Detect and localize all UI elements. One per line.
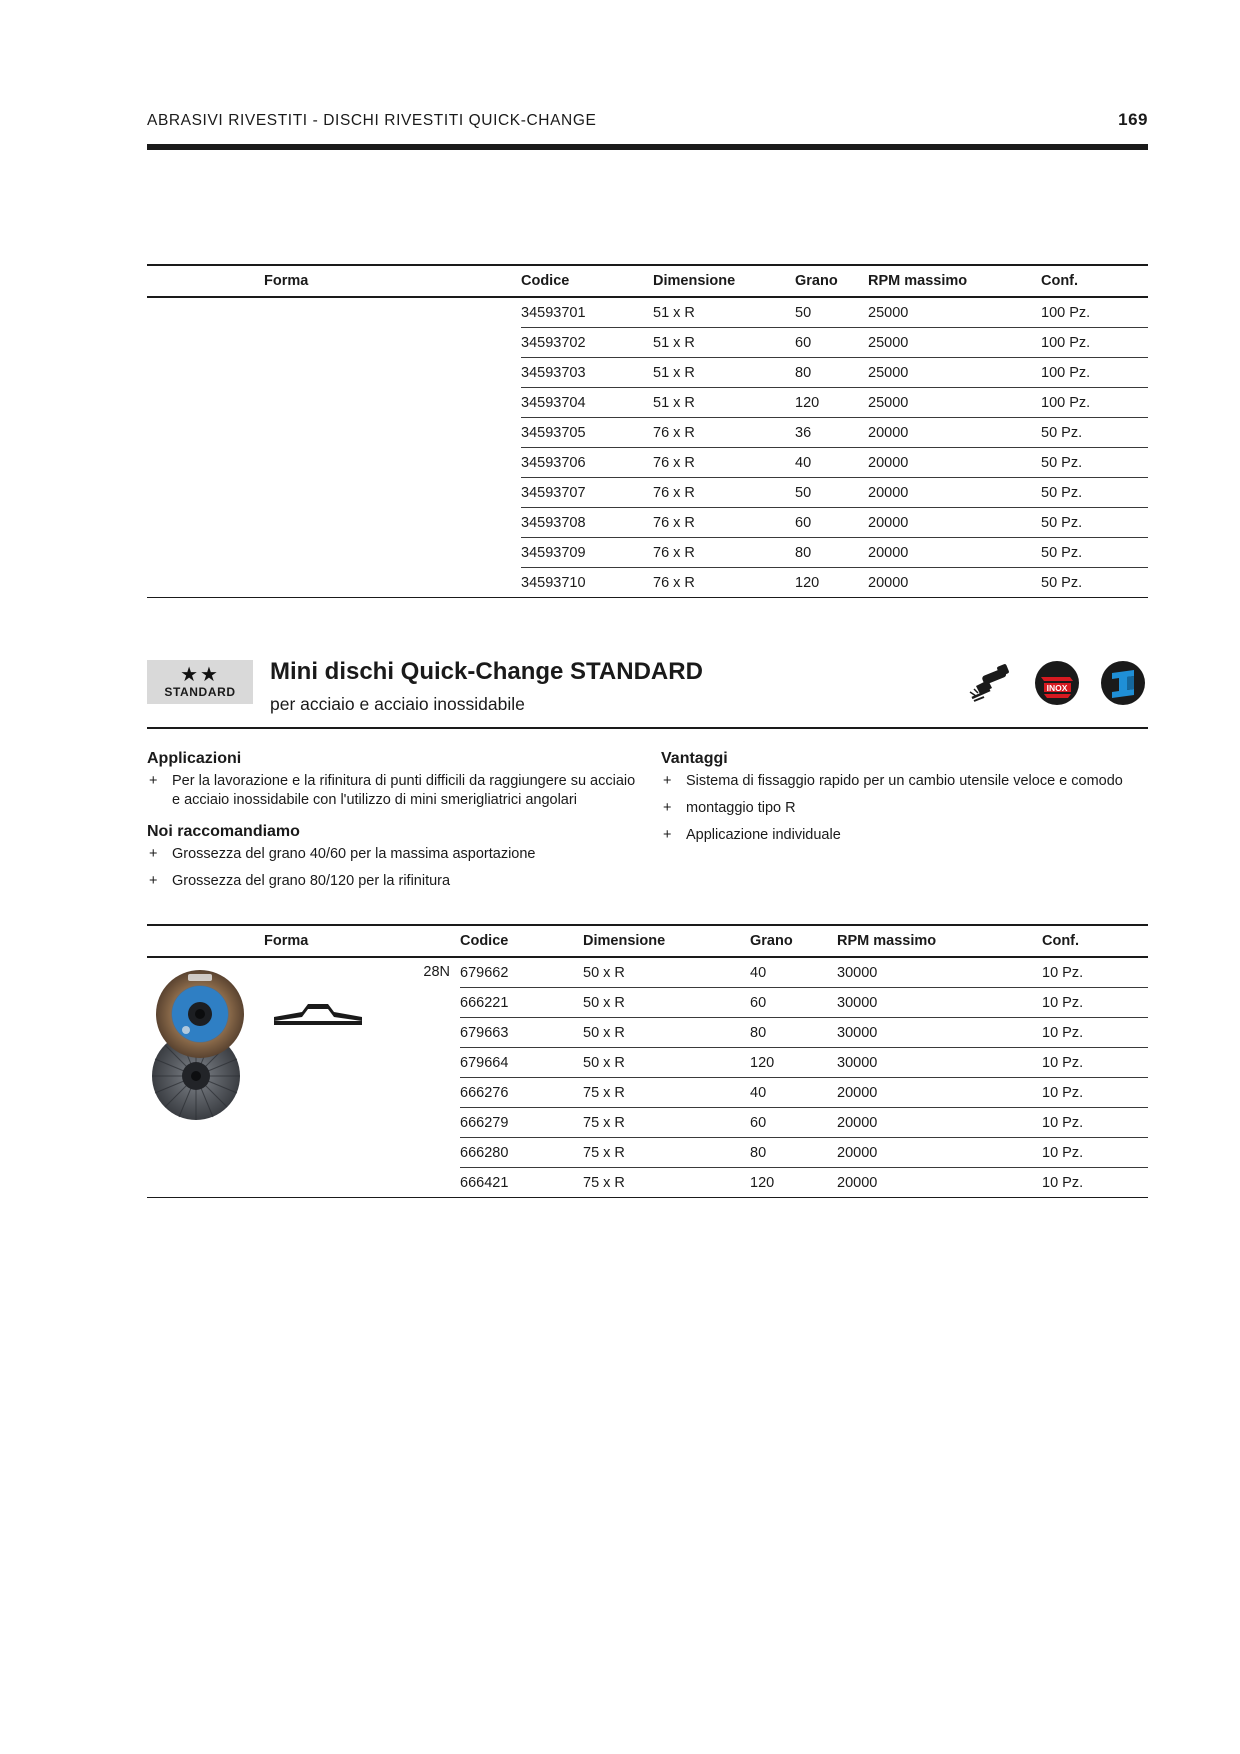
cell-codice: 34593706 (521, 448, 653, 478)
column-header-conf: Conf. (1041, 265, 1148, 297)
cell-dimensione: 75 x R (583, 1108, 750, 1138)
cell-conf: 10 Pz. (1042, 1168, 1148, 1198)
cell-codice: 34593710 (521, 568, 653, 598)
list-item: + Sistema di fissaggio rapido per un cambio utensile veloce e comodo (661, 772, 1148, 791)
forma-cell (147, 568, 521, 598)
forma-cell (147, 297, 521, 328)
cell-rpm: 20000 (837, 1078, 1042, 1108)
cell-grano: 60 (795, 508, 868, 538)
cell-rpm: 25000 (868, 328, 1041, 358)
cell-rpm: 20000 (868, 448, 1041, 478)
cell-conf: 50 Pz. (1041, 478, 1148, 508)
cell-grano: 80 (795, 538, 868, 568)
cell-grano: 60 (750, 1108, 837, 1138)
cell-rpm: 20000 (837, 1138, 1042, 1168)
cell-conf: 10 Pz. (1042, 1048, 1148, 1078)
table-row (147, 568, 1148, 598)
vantaggi-list (661, 772, 1148, 845)
cell-dimensione: 50 x R (583, 1018, 750, 1048)
cell-grano: 60 (750, 988, 837, 1018)
angle-grinder-icon (968, 662, 1012, 706)
applicazioni-block (147, 750, 647, 818)
cell-rpm: 20000 (868, 568, 1041, 598)
column-header-grano: Grano (795, 265, 868, 297)
cell-rpm: 25000 (868, 388, 1041, 418)
applicazioni-heading: Applicazioni (147, 750, 242, 767)
list-item: + Applicazione individuale (661, 826, 1148, 845)
list-item: + Grossezza del grano 40/60 per la massima asportazione (147, 845, 647, 864)
cell-conf: 100 Pz. (1041, 358, 1148, 388)
table-header-row (147, 925, 1148, 957)
cell-dimensione: 76 x R (653, 538, 795, 568)
cell-grano: 120 (750, 1048, 837, 1078)
cell-dimensione: 50 x R (583, 988, 750, 1018)
cell-rpm: 20000 (868, 418, 1041, 448)
stars-icon: ★★ (180, 664, 220, 686)
raccomandiamo-block (147, 823, 647, 899)
cell-conf: 100 Pz. (1041, 388, 1148, 418)
disc-profile-drawing (272, 1000, 364, 1028)
cell-conf: 100 Pz. (1041, 297, 1148, 328)
cell-codice: 666276 (460, 1078, 583, 1108)
cell-codice: 679664 (460, 1048, 583, 1078)
column-header-dimensione: Dimensione (653, 265, 795, 297)
cell-grano: 120 (795, 388, 868, 418)
raccomandiamo-heading: Noi raccomandiamo (147, 823, 300, 840)
table-row (147, 448, 1148, 478)
column-header-dimensione: Dimensione (583, 925, 750, 957)
vantaggi-heading: Vantaggi (661, 750, 728, 767)
forma-cell (147, 478, 521, 508)
list-item: + montaggio tipo R (661, 799, 1148, 818)
table-row (147, 328, 1148, 358)
cell-grano: 80 (750, 1138, 837, 1168)
flap-disc-product-photo (150, 964, 250, 1124)
forma-cell (147, 538, 521, 568)
cell-grano: 40 (750, 957, 837, 988)
cell-dimensione: 51 x R (653, 358, 795, 388)
cell-dimensione: 76 x R (653, 478, 795, 508)
column-header-forma: Forma (147, 265, 521, 297)
cell-dimensione: 76 x R (653, 508, 795, 538)
table-row (147, 358, 1148, 388)
cell-conf: 50 Pz. (1041, 508, 1148, 538)
cell-codice: 679662 (460, 957, 583, 988)
cell-codice: 666221 (460, 988, 583, 1018)
badge-label: STANDARD (164, 685, 236, 699)
cell-grano: 36 (795, 418, 868, 448)
cell-conf: 10 Pz. (1042, 1078, 1148, 1108)
cell-grano: 80 (795, 358, 868, 388)
table-row (147, 418, 1148, 448)
cell-codice: 34593709 (521, 538, 653, 568)
cell-dimensione: 50 x R (583, 1048, 750, 1078)
cell-conf: 10 Pz. (1042, 957, 1148, 988)
column-header-forma: Forma (147, 925, 460, 957)
cell-rpm: 30000 (837, 1018, 1042, 1048)
steel-icon (1100, 660, 1146, 706)
cell-rpm: 20000 (868, 478, 1041, 508)
cell-rpm: 25000 (868, 358, 1041, 388)
column-header-codice: Codice (460, 925, 583, 957)
cell-rpm: 20000 (868, 508, 1041, 538)
cell-conf: 50 Pz. (1041, 448, 1148, 478)
forma-cell (147, 388, 521, 418)
cell-conf: 50 Pz. (1041, 418, 1148, 448)
cell-conf: 10 Pz. (1042, 988, 1148, 1018)
cell-codice: 34593707 (521, 478, 653, 508)
forma-cell (147, 448, 521, 478)
cell-codice: 34593701 (521, 297, 653, 328)
cell-codice: 666280 (460, 1138, 583, 1168)
cell-conf: 10 Pz. (1042, 1018, 1148, 1048)
cell-codice: 34593702 (521, 328, 653, 358)
column-header-rpm: RPM massimo (868, 265, 1041, 297)
cell-grano: 60 (795, 328, 868, 358)
product-table-2 (147, 924, 1148, 1198)
cell-dimensione: 75 x R (583, 1078, 750, 1108)
table-header-row (147, 265, 1148, 297)
forma-cell (147, 328, 521, 358)
forma-cell (147, 418, 521, 448)
forma-cell (147, 358, 521, 388)
cell-dimensione: 75 x R (583, 1168, 750, 1198)
cell-dimensione: 51 x R (653, 388, 795, 418)
cell-grano: 80 (750, 1018, 837, 1048)
cell-conf: 50 Pz. (1041, 568, 1148, 598)
section-title: Mini dischi Quick-Change STANDARD (270, 658, 703, 685)
table-row (147, 297, 1148, 328)
cell-rpm: 20000 (837, 1108, 1042, 1138)
cell-conf: 50 Pz. (1041, 538, 1148, 568)
column-header-codice: Codice (521, 265, 653, 297)
cell-codice: 666279 (460, 1108, 583, 1138)
raccomandiamo-list (147, 845, 647, 891)
column-header-rpm: RPM massimo (837, 925, 1042, 957)
cell-grano: 50 (795, 478, 868, 508)
standard-badge (147, 660, 253, 704)
section-rule (147, 727, 1148, 729)
cell-rpm: 30000 (837, 988, 1042, 1018)
cell-dimensione: 76 x R (653, 568, 795, 598)
column-header-grano: Grano (750, 925, 837, 957)
table-row (147, 388, 1148, 418)
cell-codice: 666421 (460, 1168, 583, 1198)
inox-icon (1034, 660, 1080, 706)
table-row (147, 478, 1148, 508)
product-table-1 (147, 264, 1148, 598)
cell-codice: 679663 (460, 1018, 583, 1048)
cell-codice: 34593708 (521, 508, 653, 538)
cell-rpm: 30000 (837, 1048, 1042, 1078)
cell-grano: 40 (750, 1078, 837, 1108)
cell-grano: 120 (795, 568, 868, 598)
table-row (147, 508, 1148, 538)
cell-dimensione: 75 x R (583, 1138, 750, 1168)
cell-grano: 40 (795, 448, 868, 478)
header-rule (147, 144, 1148, 150)
cell-dimensione: 51 x R (653, 297, 795, 328)
cell-codice: 34593705 (521, 418, 653, 448)
cell-dimensione: 51 x R (653, 328, 795, 358)
table-row (147, 538, 1148, 568)
vantaggi-block (661, 750, 1148, 853)
list-item: + Grossezza del grano 80/120 per la rifinitura (147, 872, 647, 891)
cell-rpm: 20000 (868, 538, 1041, 568)
forma-type-label: 28N (423, 964, 450, 980)
section-subtitle: per acciaio e acciaio inossidabile (270, 694, 525, 714)
forma-cell (147, 508, 521, 538)
list-item: + Per la lavorazione e la rifinitura di punti difficili da raggiungere su acciaio e acciaio inossidabile con l'utilizzo di mini smerigliatrici angolari (147, 772, 647, 810)
table-row (147, 957, 1148, 988)
cell-codice: 34593703 (521, 358, 653, 388)
cell-grano: 50 (795, 297, 868, 328)
inox-label: INOX (1046, 683, 1068, 693)
cell-rpm: 30000 (837, 957, 1042, 988)
cell-conf: 10 Pz. (1042, 1108, 1148, 1138)
cell-dimensione: 76 x R (653, 448, 795, 478)
applicazioni-list (147, 772, 647, 810)
cell-rpm: 20000 (837, 1168, 1042, 1198)
column-header-conf: Conf. (1042, 925, 1148, 957)
cell-conf: 100 Pz. (1041, 328, 1148, 358)
running-header-title: ABRASIVI RIVESTITI - DISCHI RIVESTITI QUICK-CHANGE (147, 112, 597, 129)
cell-codice: 34593704 (521, 388, 653, 418)
cell-rpm: 25000 (868, 297, 1041, 328)
cell-conf: 10 Pz. (1042, 1138, 1148, 1168)
cell-dimensione: 76 x R (653, 418, 795, 448)
cell-dimensione: 50 x R (583, 957, 750, 988)
page-number: 169 (1118, 110, 1148, 129)
cell-grano: 120 (750, 1168, 837, 1198)
